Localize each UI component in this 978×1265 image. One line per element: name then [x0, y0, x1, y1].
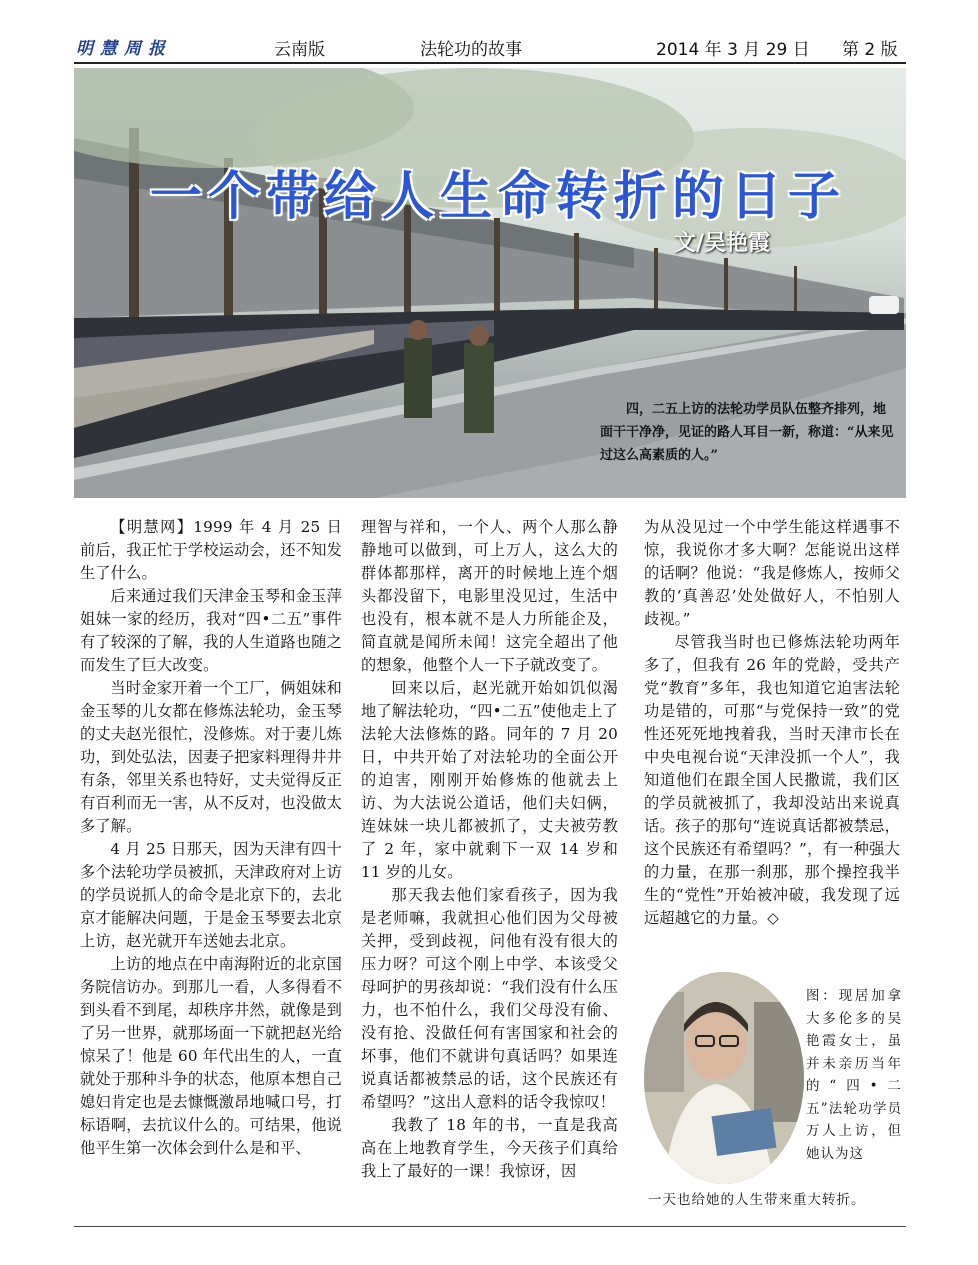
paragraph: 为从没见过一个中学生能这样遇事不惊，我说你才多大啊？怎能说出这样的话啊？他说：“我是修炼人，按师父教的‘真善忍’处处做好人，不怕别人歧视。” — [644, 518, 900, 628]
portrait-caption: 图：现居加拿大多伦多的吴艳霞女士，虽并未亲历当年的“四•二五”法轮功学员万人上访，但她认为这 — [806, 988, 902, 1162]
paragraph: 那天我去他们家看孩子，因为我是老师嘛，我就担心他们因为父母被关押，受到歧视，问他有没有很大的压力呀？可这个刚上中学、本该受父母呵护的男孩却说：“我们没有什么压力，也不怕什么，我们父母没有偷、没有抢、没做任何有害国家和社会的坏事，他们不就讲句真话吗？如果连说真话都被禁忌的话，这个民族还有希望吗？”这出人意料的话令我惊叹！ — [361, 886, 618, 1111]
edition-label: 云南版 — [274, 40, 325, 60]
article-column-2 — [361, 516, 618, 1183]
paragraph: 4 月 25 日那天，因为天津有四十多个法轮功学员被抓，天津政府对上访的学员说抓人的命令是北京下的，去北京才能解决问题，于是金玉琴要去北京上访，赵光就开车送她去北京。 — [80, 840, 342, 950]
paragraph: 回来以后，赵光就开始如饥似渴地了解法轮功，“四•二五”使他走上了法轮大法修炼的路。同年的 7 月 20 日，中共开始了对法轮功的全面公开的迫害，刚刚开始修炼的他就去上访、为大法说公道话，他们夫妇俩，连妹妹一块儿都被抓了，丈夫被劳教了 2 年，家中就剩下一双 14 岁和 11 岁的儿女。 — [361, 679, 618, 881]
masthead: 明慧周报 — [76, 39, 172, 59]
article-column-3 — [644, 516, 900, 930]
portrait-caption-end: 一天也给她的人生带来重大转折。 — [648, 1192, 866, 1208]
paragraph: 尽管我当时也已修炼法轮功两年多了，但我有 26 年的党龄，受共产党“教育”多年，我也知道它迫害法轮功是错的，可那“与党保持一致”的党性还死死地拽着我，当时天津市长在中央电视台说“天津没抓一个人”，我知道他们在跟全国人民撒谎，我们区的学员就被抓了，我却没站出来说真话。孩子的那句“连说真话都被禁忌，这个民族还有希望吗？”，有一种强大的力量，在那一刹那，那个操控我半生的“党性”开始被冲破，我发现了远远超越它的力量。◇ — [644, 633, 900, 927]
hero-photo — [74, 68, 906, 498]
article-title: 一个带给人生命转折的日子 — [149, 166, 846, 227]
header-divider — [74, 62, 906, 64]
paragraph: 理智与祥和，一个人、两个人那么静静地可以做到，可上万人，这么大的群体都那样，离开的时候地上连个烟头都没留下，电影里没见过，生活中也没有，根本就不是人力所能企及，简直就是闻所未闻！这完全超出了他的想象，他整个人一下子就改变了。 — [361, 518, 618, 674]
author-byline: 文/吴艳霞 — [674, 230, 771, 256]
paragraph: 后来通过我们天津金玉琴和金玉萍姐妹一家的经历，我对“四•二五”事件有了较深的了解，我的人生道路也随之而发生了巨大改变。 — [80, 587, 342, 674]
issue-date: 2014 年 3 月 29 日 — [656, 40, 810, 60]
paragraph: 上访的地点在中南海附近的北京国务院信访办。到那儿一看，人多得看不到头看不到尾，却秩序井然，就像是到了另一世界，就那场面一下就把赵光给惊呆了！他是 60 年代出生的人，一直就处于那种斗争的状态，他原本想自己媳妇肯定也是去慷慨激昂地喊口号，打标语啊，去抗议什么的。可结果，他说他平生第一次体会到什么是和平、 — [80, 955, 342, 1157]
photo-caption-top: 四，二五上访的法轮功学员队伍整齐排列，地面干干净净，见证的路人耳目一新，称道：“从来见过这么高素质的人。” — [600, 402, 894, 463]
page-header — [74, 30, 906, 60]
paragraph: 我教了 18 年的书，一直是我高高在上地教育学生，今天孩子们真给我上了最好的一课！我惊讶，因 — [361, 1116, 618, 1180]
paragraph: 当时金家开着一个工厂，俩姐妹和金玉琴的儿女都在修炼法轮功，金玉琴的丈夫赵光很忙，没修炼。对于妻儿炼功，到处弘法，因妻子把家料理得井井有条，邻里关系也特好，丈夫觉得反正有百利而无一害，从不反对，也没做太多了解。 — [80, 679, 342, 835]
footer-divider — [74, 1226, 906, 1227]
author-portrait — [644, 972, 804, 1184]
paragraph: 【明慧网】1999 年 4 月 25 日前后，我正忙于学校运动会，还不知发生了什么。 — [80, 518, 342, 582]
portrait-illustration — [644, 972, 804, 1184]
page-number: 第 2 版 — [842, 40, 898, 60]
article-column-1 — [80, 516, 342, 1160]
column-label: 法轮功的故事 — [420, 40, 522, 60]
